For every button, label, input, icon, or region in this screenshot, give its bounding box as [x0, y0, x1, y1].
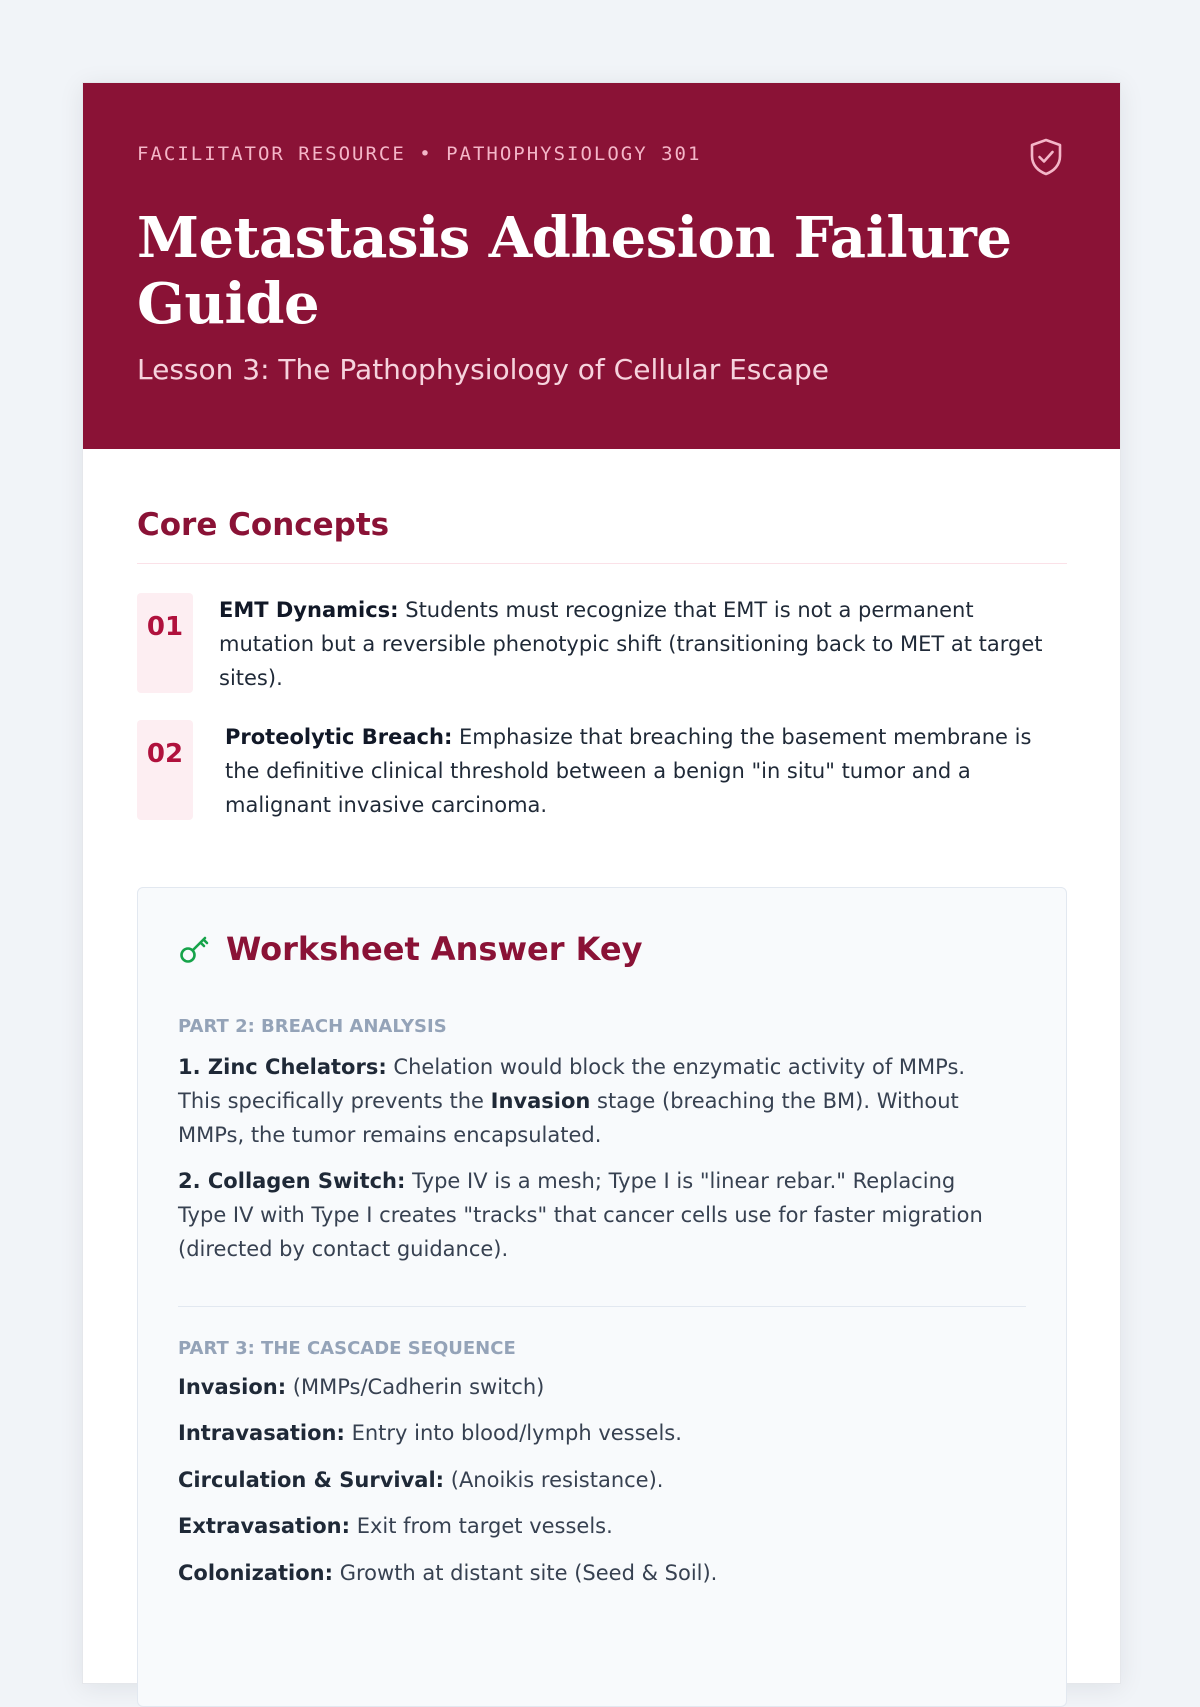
step-term: Extravasation:: [178, 1514, 350, 1538]
guide-card: [82, 82, 1121, 1684]
concept-term: EMT Dynamics:: [219, 598, 399, 622]
part3-label: PART 3: THE CASCADE SEQUENCE: [178, 1338, 516, 1359]
answer-key-title: Worksheet Answer Key: [226, 930, 643, 968]
step-term: Intravasation:: [178, 1421, 345, 1445]
concept-term: Proteolytic Breach:: [225, 725, 453, 749]
answer-key-header: [178, 930, 642, 968]
step-text: Entry into blood/lymph vessels.: [351, 1421, 682, 1445]
cascade-step: [178, 1465, 1018, 1495]
cascade-step: [178, 1558, 1018, 1588]
answer-term: 1. Zinc Chelators:: [178, 1055, 387, 1079]
section-divider: [137, 563, 1067, 564]
step-term: Colonization:: [178, 1561, 334, 1585]
key-icon: [178, 932, 212, 966]
concept-number: 01: [137, 593, 193, 693]
answer-item: [178, 1050, 998, 1152]
step-term: Invasion:: [178, 1375, 287, 1399]
part-divider: [178, 1306, 1026, 1307]
page-title: Metastasis Adhesion Failure Guide: [137, 205, 1012, 337]
eyebrow-label: FACILITATOR RESOURCE • PATHOPHYSIOLOGY 301: [137, 143, 702, 165]
hero-header: [83, 83, 1120, 449]
answer-text: Chelation would block the enzymatic activity of MMPs. This specifically prevents the: [178, 1055, 966, 1113]
cascade-step: [178, 1511, 1018, 1541]
answer-key-panel: [137, 887, 1067, 1707]
step-text: Exit from target vessels.: [356, 1514, 613, 1538]
cascade-step: [178, 1372, 1018, 1402]
page-subtitle: Lesson 3: The Pathophysiology of Cellular Escape: [137, 353, 829, 386]
part2-label: PART 2: BREACH ANALYSIS: [178, 1016, 447, 1037]
step-text: (MMPs/Cadherin switch): [292, 1375, 545, 1399]
step-text: Growth at distant site (Seed & Soil).: [339, 1561, 718, 1585]
step-term: Circulation & Survival:: [178, 1468, 445, 1492]
answer-item: [178, 1164, 998, 1266]
answer-text: stage (breaching the BM). Without MMPs, the tumor remains encapsulated.: [178, 1089, 959, 1147]
answer-emphasis: Invasion: [490, 1089, 591, 1113]
core-concepts-heading: Core Concepts: [137, 507, 390, 543]
answer-term: 2. Collagen Switch:: [178, 1169, 406, 1193]
concept-description: Students must recognize that EMT is not a permanent mutation but a reversible phenotypic shift (transitioning back to MET at target sites).: [219, 598, 1043, 690]
concept-number: 02: [137, 720, 193, 820]
concept-text: [225, 720, 1055, 822]
concept-description: Emphasize that breaching the basement membrane is the definitive clinical threshold between a benign "in situ" tumor and a malignant invasive carcinoma.: [225, 725, 1032, 817]
shield-check-icon: [1028, 137, 1064, 177]
concept-text: [219, 593, 1049, 695]
cascade-step: [178, 1418, 1018, 1448]
step-text: (Anoikis resistance).: [450, 1468, 664, 1492]
answer-text: Type IV is a mesh; Type I is "linear rebar." Replacing Type IV with Type I creates "tracks" that cancer cells use for faster migration (directed by contact guidance).: [178, 1169, 983, 1261]
